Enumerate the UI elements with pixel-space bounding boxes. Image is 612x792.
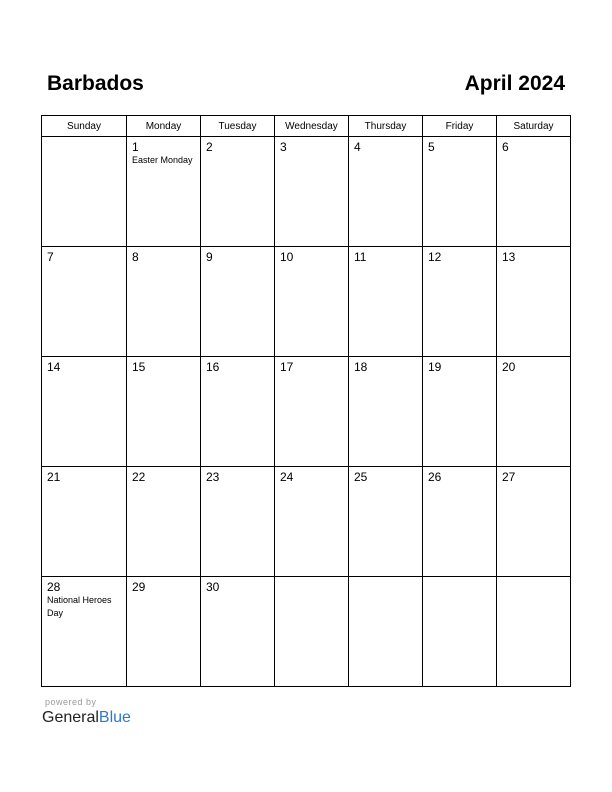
- weekday-header: Wednesday: [275, 116, 349, 137]
- day-cell: [349, 247, 423, 357]
- brand-footer: [42, 697, 131, 728]
- day-cell: [42, 467, 127, 577]
- day-cell: [42, 357, 127, 467]
- generalblue-logo: [42, 708, 131, 728]
- country-title: Barbados: [47, 72, 144, 95]
- day-cell: [349, 467, 423, 577]
- day-cell: [275, 357, 349, 467]
- day-cell: [42, 577, 127, 687]
- day-number: 14: [47, 360, 61, 374]
- day-number: 19: [428, 360, 442, 374]
- day-number: 13: [502, 250, 516, 264]
- day-number: 3: [280, 140, 287, 154]
- day-cell: [349, 137, 423, 247]
- day-number: 22: [132, 470, 146, 484]
- day-cell: [127, 247, 201, 357]
- day-cell: [423, 577, 497, 687]
- brand-name-general: General: [42, 709, 99, 726]
- day-number: 9: [206, 250, 213, 264]
- day-cell: [423, 247, 497, 357]
- day-cell: [201, 467, 275, 577]
- day-number: 27: [502, 470, 516, 484]
- day-number: 12: [428, 250, 442, 264]
- day-cell: [201, 247, 275, 357]
- day-cell: [201, 137, 275, 247]
- day-cell: [497, 247, 571, 357]
- day-number: 4: [354, 140, 361, 154]
- day-number: 20: [502, 360, 516, 374]
- day-number: 11: [354, 250, 367, 264]
- day-cell: [42, 247, 127, 357]
- day-number: 24: [280, 470, 294, 484]
- day-cell: [497, 357, 571, 467]
- day-number: 8: [132, 250, 139, 264]
- day-cell: [497, 137, 571, 247]
- week-row: [42, 467, 571, 577]
- day-number: 23: [206, 470, 220, 484]
- day-cell: [275, 577, 349, 687]
- calendar-grid: [41, 115, 571, 687]
- week-row: [42, 247, 571, 357]
- day-number: 2: [206, 140, 213, 154]
- day-cell: [127, 357, 201, 467]
- day-cell: [423, 357, 497, 467]
- month-year-title: April 2024: [464, 72, 565, 95]
- day-number: 17: [280, 360, 294, 374]
- day-number: 15: [132, 360, 146, 374]
- brand-name-blue: Blue: [98, 709, 131, 726]
- day-cell: [497, 467, 571, 577]
- day-number: 26: [428, 470, 442, 484]
- weekday-header: Saturday: [497, 116, 571, 137]
- calendar-body: [42, 137, 571, 687]
- day-cell: [201, 577, 275, 687]
- day-cell: [127, 467, 201, 577]
- day-cell: [423, 467, 497, 577]
- week-row: [42, 577, 571, 687]
- day-number: 28: [47, 580, 61, 594]
- powered-by-text: powered by: [45, 697, 97, 707]
- day-number: 1: [132, 140, 139, 154]
- weekday-header: Friday: [423, 116, 497, 137]
- day-number: 16: [206, 360, 220, 374]
- weekday-header: Monday: [127, 116, 201, 137]
- weekday-header-row: [42, 116, 571, 137]
- day-number: 18: [354, 360, 368, 374]
- week-row: [42, 357, 571, 467]
- day-cell: [497, 577, 571, 687]
- day-cell: [42, 137, 127, 247]
- weekday-header: Tuesday: [201, 116, 275, 137]
- day-cell: [349, 357, 423, 467]
- day-cell: [275, 467, 349, 577]
- day-number: 10: [280, 250, 294, 264]
- day-cell: [275, 137, 349, 247]
- weekday-header: Sunday: [42, 116, 127, 137]
- day-number: 29: [132, 580, 146, 594]
- day-number: 25: [354, 470, 368, 484]
- week-row: [42, 137, 571, 247]
- holiday-label: Easter Monday: [132, 155, 193, 165]
- day-cell: [127, 577, 201, 687]
- day-cell: [423, 137, 497, 247]
- weekday-header: Thursday: [349, 116, 423, 137]
- day-cell: [275, 247, 349, 357]
- day-number: 30: [206, 580, 220, 594]
- holiday-label: National Heroes Day: [47, 595, 112, 618]
- day-number: 6: [502, 140, 509, 154]
- day-number: 21: [47, 470, 61, 484]
- day-cell: [201, 357, 275, 467]
- day-number: 7: [47, 250, 54, 264]
- day-number: 5: [428, 140, 435, 154]
- day-cell: [127, 137, 201, 247]
- day-cell: [349, 577, 423, 687]
